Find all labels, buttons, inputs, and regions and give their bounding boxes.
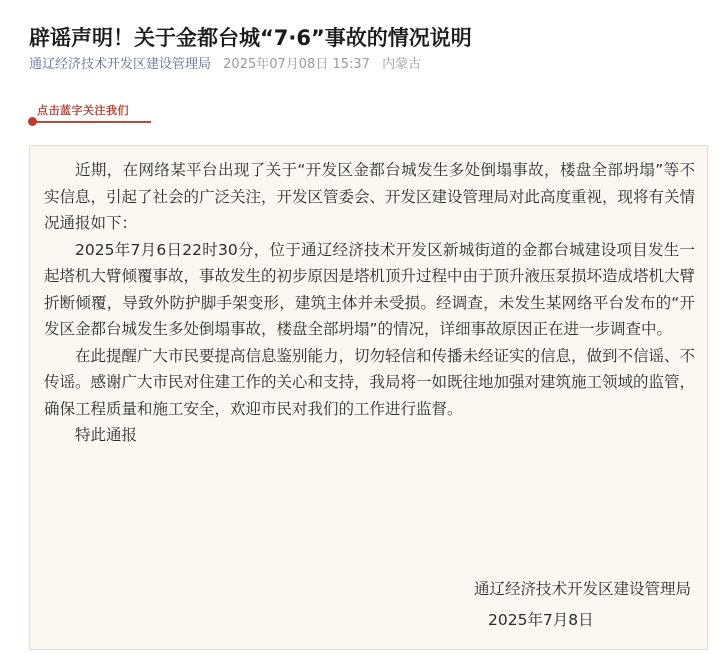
notice-paragraph-intro: 近期，在网络某平台出现了关于“开发区金都台城发生多处倒塌事故，楼盘全部坍塌”等不实信息，引起了社会的广泛关注，开发区管委会、开发区建设管理局对此高度重视，现将有关情况通报如下： bbox=[44, 161, 696, 232]
article-title: 辟谣声明！关于金都台城“7·6”事故的情况说明 bbox=[29, 26, 472, 51]
publish-time: 2025年07月08日 15:37 bbox=[223, 57, 370, 72]
notice-body bbox=[44, 157, 695, 449]
notice-box bbox=[29, 145, 708, 650]
follow-dot-icon bbox=[28, 117, 37, 126]
publish-location: 内蒙古 bbox=[382, 57, 422, 72]
notice-signature bbox=[474, 574, 691, 636]
account-name-link[interactable]: 通辽经济技术开发区建设管理局 bbox=[29, 57, 212, 72]
notice-paragraph-closing: 特此通报 bbox=[75, 426, 138, 444]
follow-banner[interactable] bbox=[27, 104, 152, 126]
notice-paragraph-reminder: 在此提醒广大市民要提高信息鉴别能力，切勿轻信和传播未经证实的信息，做到不信谣、不传谣。感谢广大市民对住建工作的关心和支持，我局将一如既往地加强对建筑施工领域的监管，确保工程质量和施工安全，欢迎市民对我们的工作进行监督。 bbox=[44, 346, 696, 418]
follow-underline bbox=[33, 121, 151, 123]
follow-banner-label[interactable]: 点击蓝字关注我们 bbox=[37, 104, 129, 117]
signature-organization: 通辽经济技术开发区建设管理局 bbox=[473, 580, 691, 598]
notice-paragraph-incident: 2025年7月6日22时30分，位于通辽经济技术开发区新城街道的金都台城建设项目发生一起塔机大臂倾覆事故，事故发生的初步原因是塔机顶升过程中由于顶升液压泵损坏造成塔机大臂折断倾覆，导致外防护脚手架变形，建筑主体并未受损。经调查，未发生某网络平台发布的“开发区金都台城发生多处倒塌事故，楼盘全部坍塌”的情况，详细事故原因正在进一步调查中。 bbox=[44, 240, 696, 338]
signature-date: 2025年7月8日 bbox=[487, 611, 594, 629]
article-meta bbox=[29, 56, 421, 74]
